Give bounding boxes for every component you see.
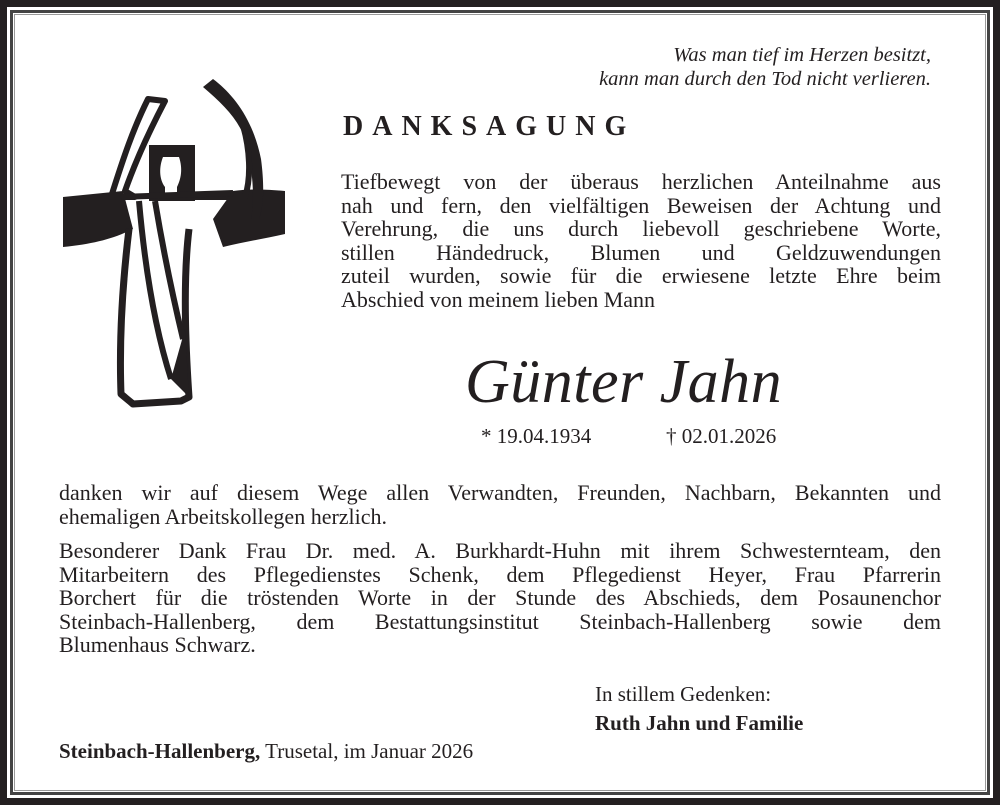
- intro-paragraph: [341, 170, 941, 311]
- special-thanks-line: Mitarbeitern des Pflegedienstes Schenk, dem Pflegedienst Heyer, Frau Pfarrerin: [59, 561, 941, 587]
- special-thanks-line: Borchert für die tröstenden Worte in der Stunde des Abschieds, dem Posaunenchor: [59, 585, 941, 610]
- cross-icon: [63, 79, 293, 419]
- motto-quote: [599, 43, 931, 91]
- family-signature: Ruth Jahn und Familie: [595, 711, 804, 735]
- closing-label: In stillem Gedenken:: [595, 682, 772, 706]
- closing-block: [595, 680, 803, 738]
- place-rest: Trusetal, im Januar 2026: [260, 739, 474, 763]
- thanks-line: danken wir auf diesem Wege allen Verwandten, Freunden, Nachbarn, Bekannten und: [59, 480, 941, 505]
- deceased-name: Günter Jahn: [465, 348, 783, 416]
- motto-line-1: Was man tief im Herzen besitzt,: [673, 44, 931, 66]
- place-town: Steinbach-Hallenberg,: [59, 739, 261, 763]
- thanks-line: ehemaligen Arbeitskollegen herzlich.: [59, 503, 388, 529]
- death-date: † 02.01.2026: [666, 424, 777, 448]
- special-thanks-line: Besonderer Dank Frau Dr. med. A. Burkhardt-Huhn mit ihrem Schwesternteam, den: [59, 538, 941, 563]
- intro-line: Tiefbewegt von der überaus herzlichen Anteilnahme aus: [341, 169, 941, 194]
- intro-line: stillen Händedruck, Blumen und Geldzuwendungen: [341, 239, 941, 265]
- birth-date: * 19.04.1934: [481, 424, 592, 448]
- motto-line-2: kann man durch den Tod nicht verlieren.: [599, 68, 931, 90]
- place-date-line: [59, 739, 473, 764]
- page-title: DANKSAGUNG: [343, 111, 636, 142]
- intro-line: zuteil wurden, sowie für die erwiesene letzte Ehre beim: [341, 263, 941, 288]
- intro-line: Abschied von meinem lieben Mann: [341, 286, 656, 312]
- special-thanks-line: Blumenhaus Schwarz.: [59, 632, 256, 657]
- thanks-paragraph: [59, 481, 941, 528]
- special-thanks-line: Steinbach-Hallenberg, dem Bestattungsinstitut Steinbach-Hallenberg sowie dem: [59, 608, 941, 634]
- obituary-card: [7, 7, 993, 798]
- intro-line: Verehrung, die uns durch liebevoll geschriebene Worte,: [341, 216, 941, 241]
- special-thanks-paragraph: [59, 539, 941, 657]
- intro-line: nah und fern, den vielfältigen Beweisen der Achtung und: [341, 192, 941, 218]
